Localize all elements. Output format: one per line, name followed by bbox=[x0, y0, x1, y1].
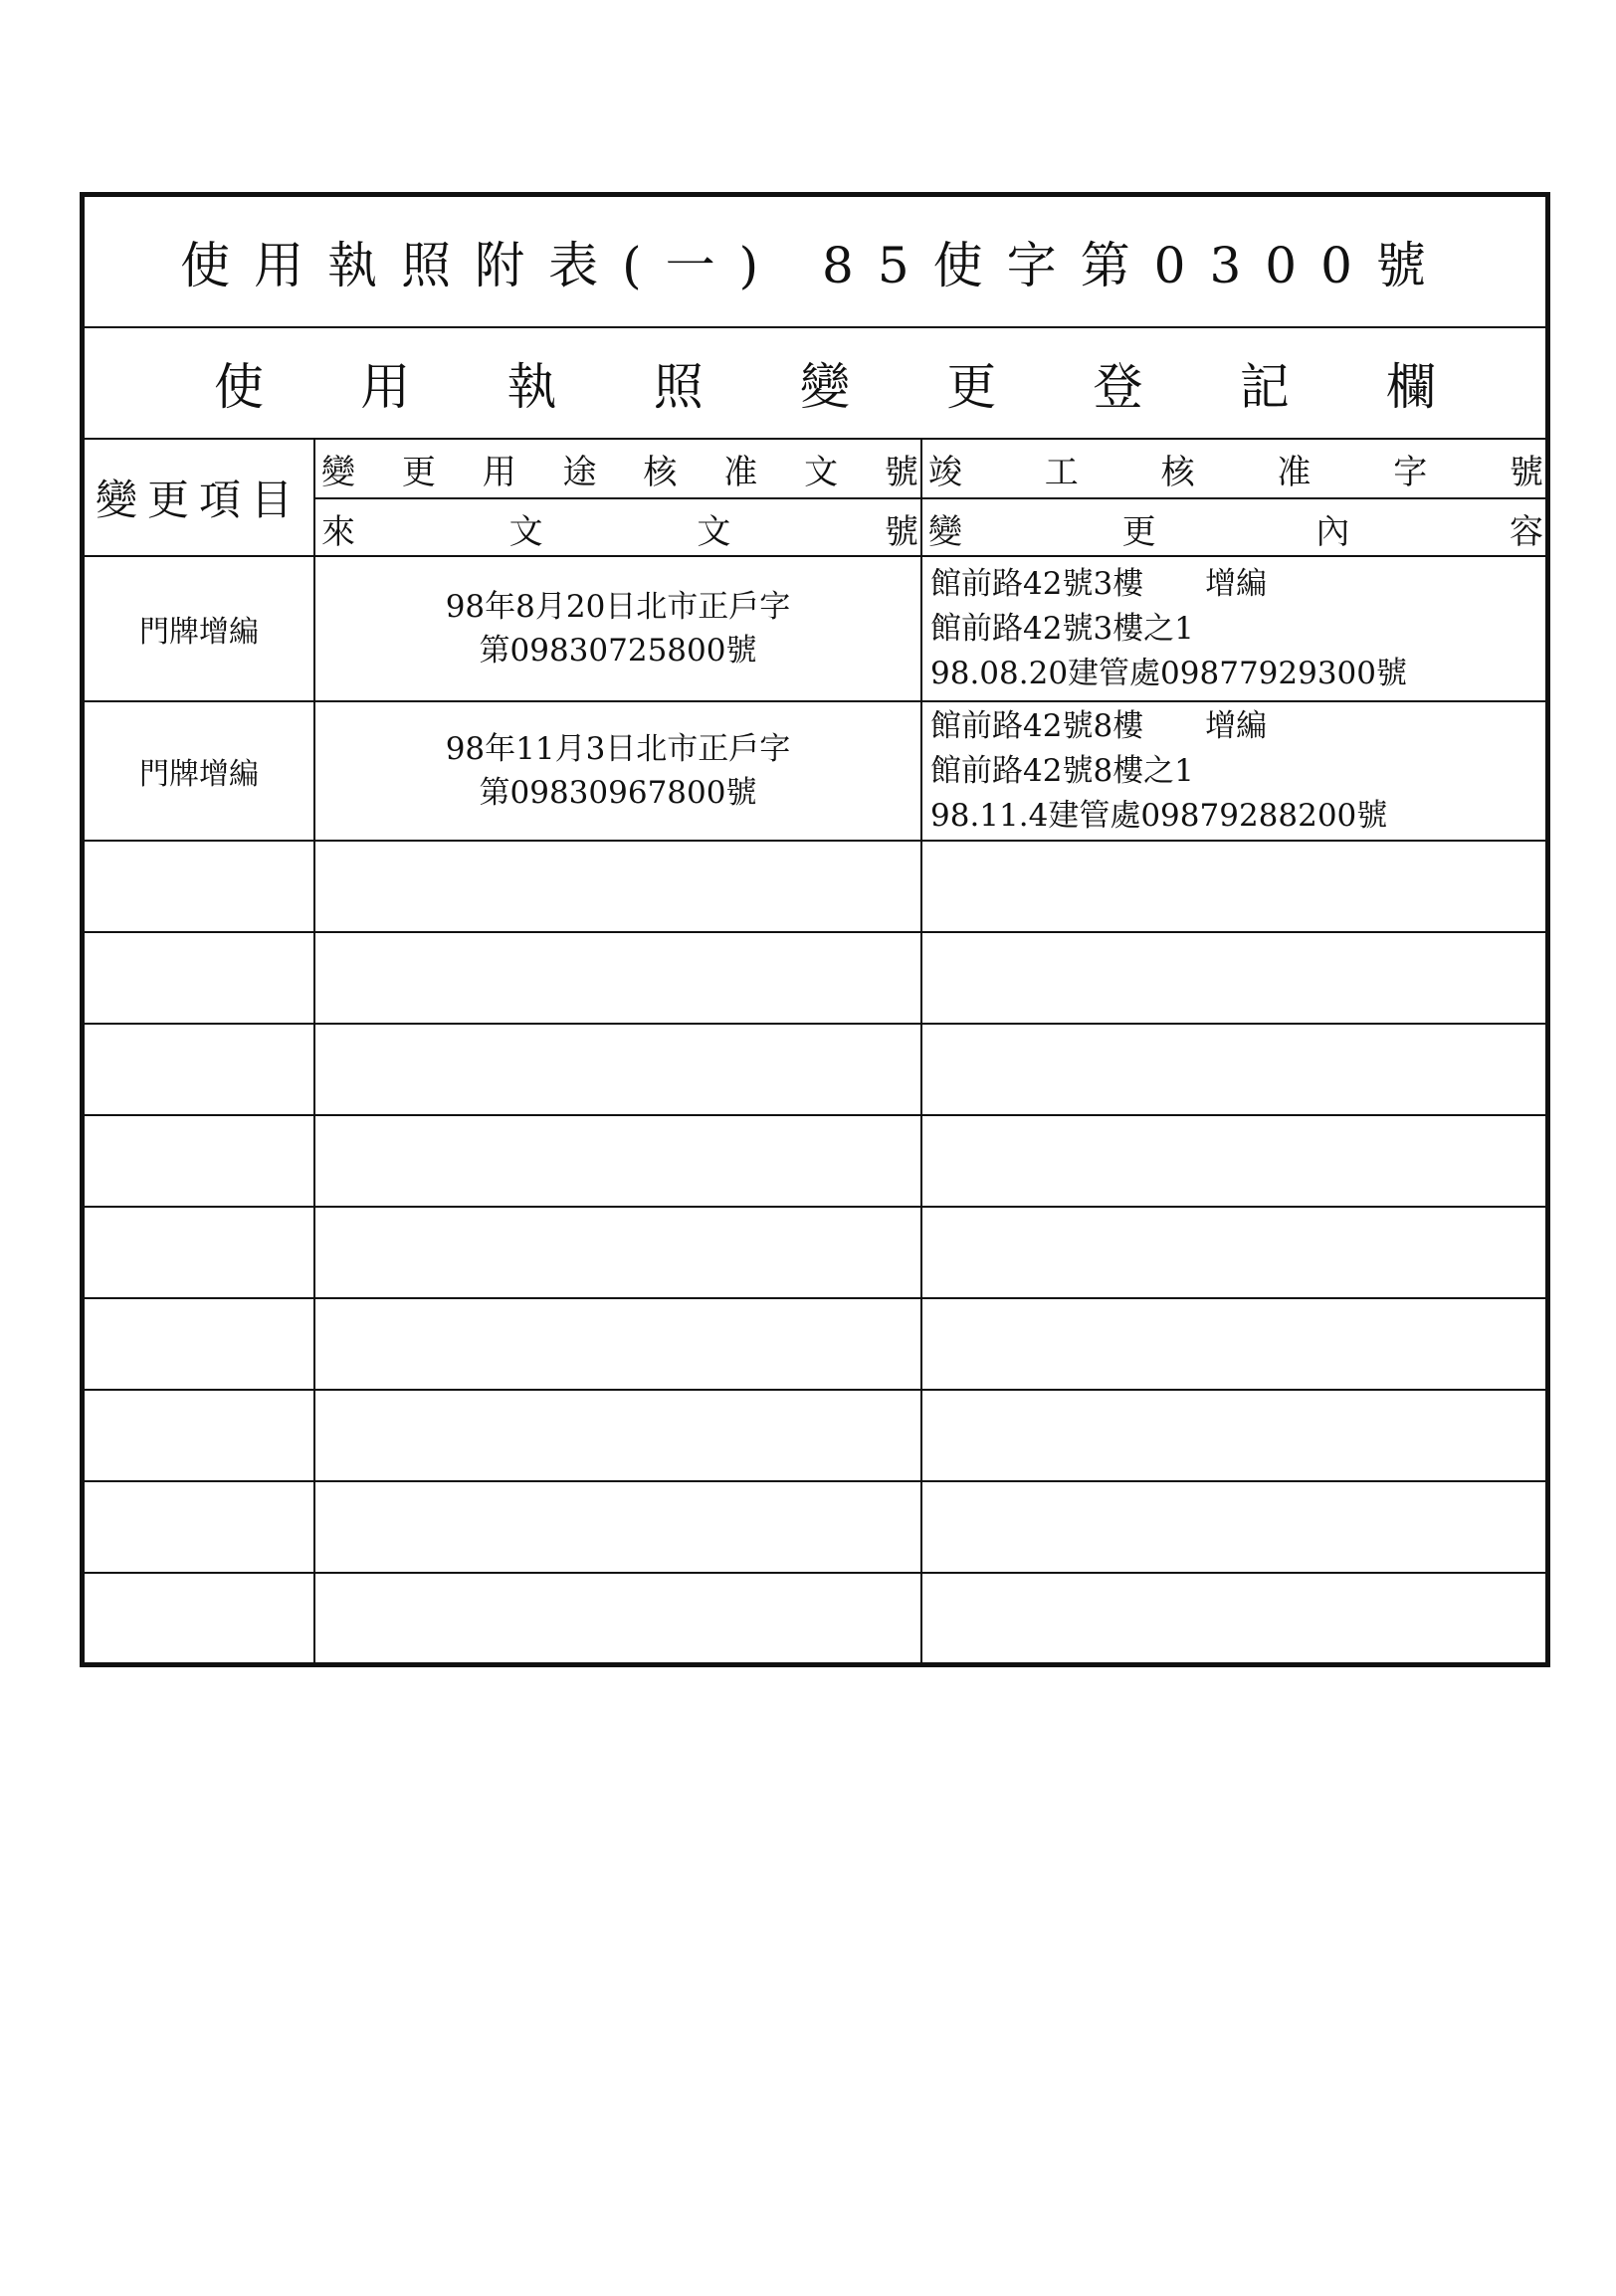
row-1-source-doc bbox=[315, 557, 920, 700]
rule-row-9 bbox=[85, 1480, 1545, 1482]
header-char: 核 bbox=[643, 452, 678, 492]
header-char: 竣 bbox=[928, 452, 962, 492]
rule-row-7 bbox=[85, 1297, 1545, 1299]
header-char: 字 bbox=[1393, 452, 1428, 492]
rule-row-2 bbox=[85, 840, 1545, 842]
content-line: 98.11.4建管處09879288200號 bbox=[930, 797, 1388, 834]
source-line: 第09830725800號 bbox=[479, 633, 757, 669]
header-char: 來 bbox=[321, 511, 355, 552]
subtitle-char: 記 bbox=[1239, 358, 1290, 416]
header-char: 號 bbox=[884, 511, 918, 552]
content-line: 館前路42號8樓之1 bbox=[930, 752, 1194, 789]
rule-row-8 bbox=[85, 1389, 1545, 1391]
subtitle-char: 變 bbox=[800, 358, 850, 416]
rule-row-6 bbox=[85, 1206, 1545, 1208]
header-char: 途 bbox=[562, 452, 597, 492]
subtitle-char: 登 bbox=[1093, 358, 1143, 416]
content-line: 館前路42號3樓 增編 bbox=[930, 565, 1268, 602]
row-2-source-doc bbox=[315, 702, 920, 840]
header-char: 變 bbox=[321, 452, 355, 492]
header-char: 用 bbox=[482, 452, 516, 492]
row-1-change-item: 門牌增編 bbox=[139, 615, 259, 650]
header-char: 准 bbox=[1277, 452, 1312, 492]
row-2-change-item: 門牌增編 bbox=[139, 757, 259, 792]
header-char: 更 bbox=[401, 452, 436, 492]
header-char: 文 bbox=[697, 511, 731, 552]
header-approval-no bbox=[315, 440, 920, 497]
header-char: 准 bbox=[723, 452, 758, 492]
subtitle-char: 更 bbox=[946, 358, 997, 416]
header-completion-no bbox=[922, 440, 1545, 497]
header-source-doc bbox=[315, 499, 920, 557]
header-char: 更 bbox=[1121, 511, 1156, 552]
source-line: 第09830967800號 bbox=[479, 775, 757, 811]
subtitle-char: 照 bbox=[653, 358, 704, 416]
row-1-change-content bbox=[922, 557, 1545, 700]
content-line: 98.08.20建管處09877929300號 bbox=[930, 655, 1408, 691]
source-line: 98年11月3日北市正戶字 bbox=[445, 731, 791, 767]
header-char: 變 bbox=[928, 511, 962, 552]
row-2-change-content bbox=[922, 702, 1545, 840]
header-char: 容 bbox=[1509, 511, 1543, 552]
header-char: 內 bbox=[1315, 511, 1350, 552]
rule-row-3 bbox=[85, 931, 1545, 933]
header-char: 號 bbox=[884, 452, 918, 492]
header-char: 核 bbox=[1160, 452, 1195, 492]
header-char: 號 bbox=[1509, 452, 1543, 492]
content-line: 館前路42號8樓 增編 bbox=[930, 707, 1268, 744]
header-change-item: 變更項目 bbox=[95, 476, 303, 524]
header-char: 文 bbox=[804, 452, 839, 492]
header-char: 文 bbox=[508, 511, 543, 552]
subtitle-char: 欄 bbox=[1386, 358, 1436, 416]
license-change-form bbox=[80, 192, 1550, 1667]
subtitle-char: 用 bbox=[360, 358, 411, 416]
content-line: 館前路42號3樓之1 bbox=[930, 610, 1194, 647]
header-char: 工 bbox=[1044, 452, 1079, 492]
rule-row-10 bbox=[85, 1572, 1545, 1574]
form-title: 使用執照附表(一) 85使字第0300號 bbox=[180, 237, 1450, 294]
subtitle-char: 使 bbox=[214, 358, 264, 416]
rule-row-5 bbox=[85, 1114, 1545, 1116]
source-line: 98年8月20日北市正戶字 bbox=[445, 589, 791, 625]
subtitle-char: 執 bbox=[506, 358, 557, 416]
header-change-content bbox=[922, 499, 1545, 557]
form-subtitle bbox=[85, 328, 1545, 438]
rule-row-4 bbox=[85, 1023, 1545, 1025]
